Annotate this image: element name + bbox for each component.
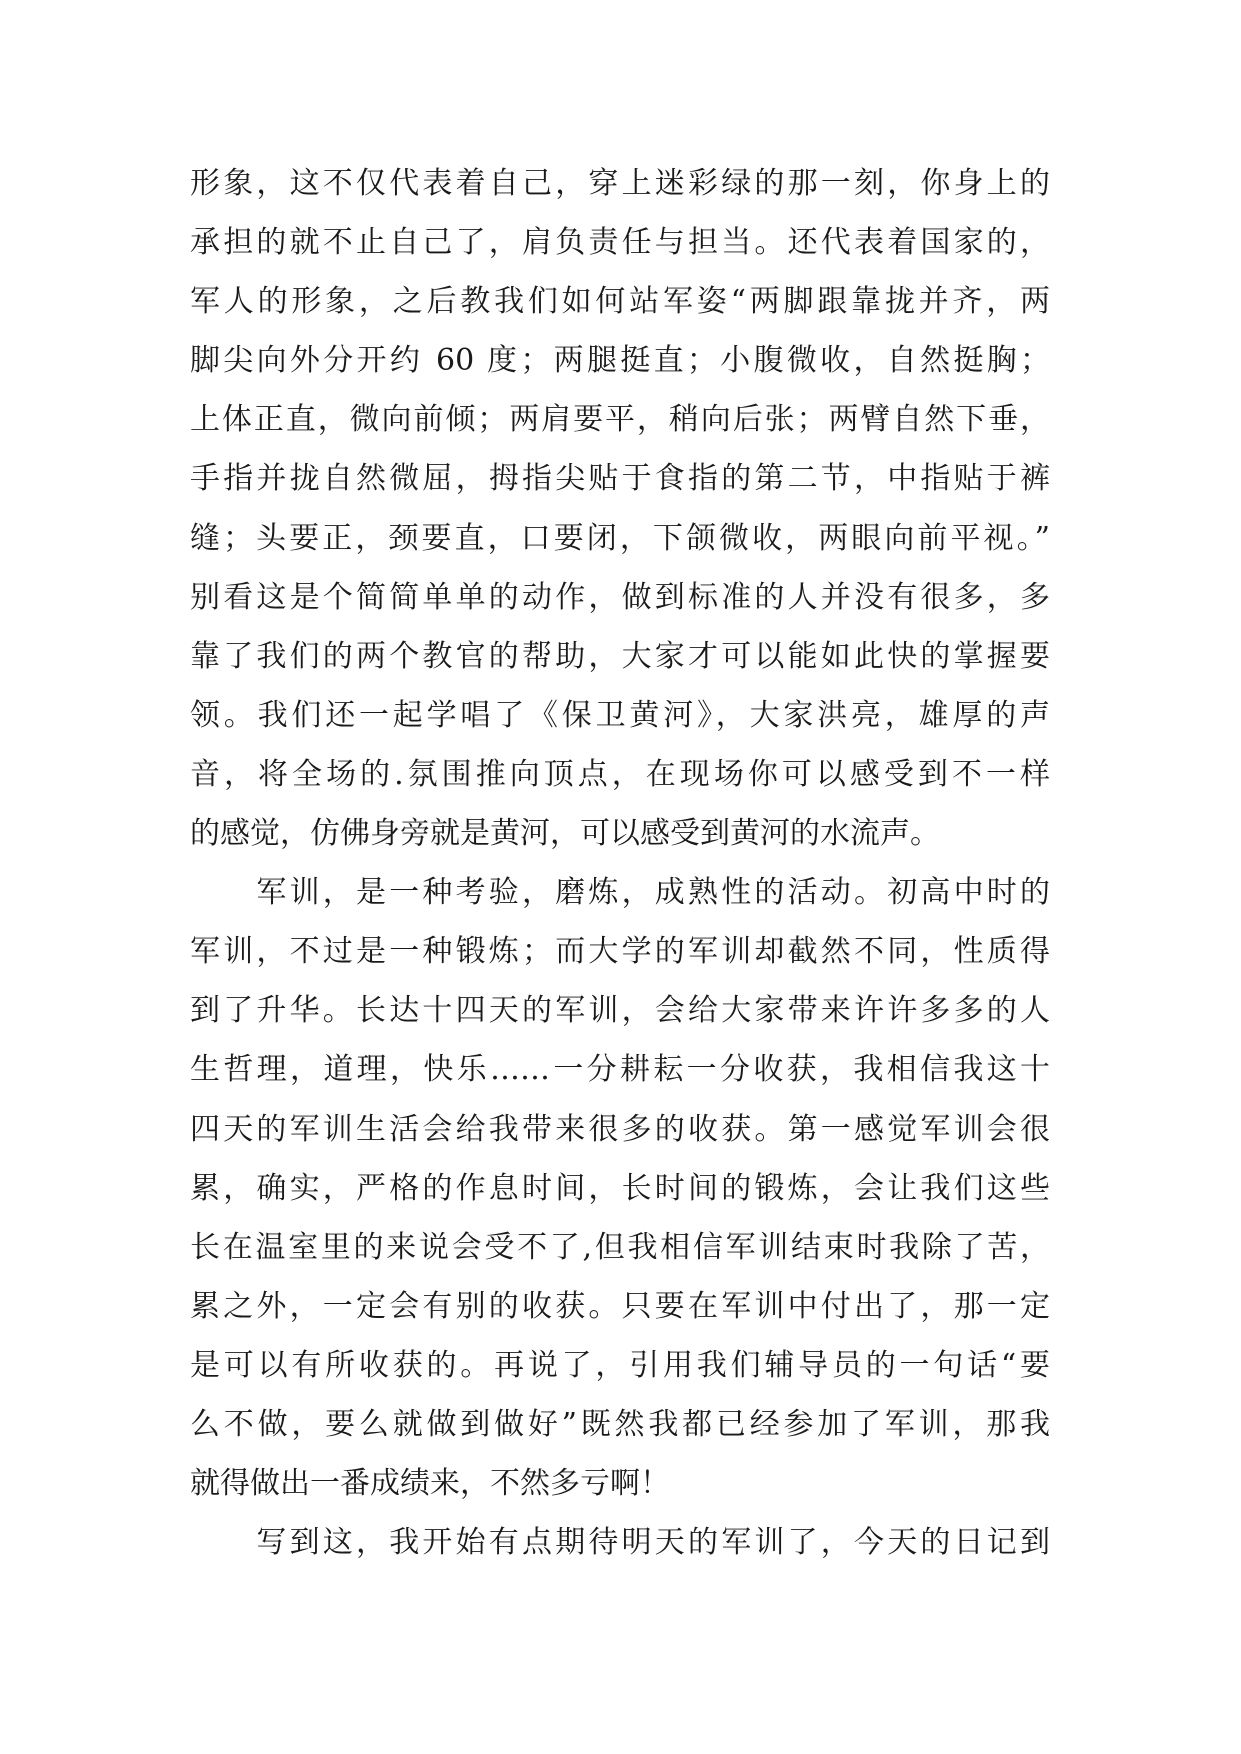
text-line: 累之外，一定会有别的收获。只要在军训中付出了，那一定: [190, 1288, 1050, 1324]
text-line: 累，确实，严格的作息时间，长时间的锻炼，会让我们这些: [190, 1170, 1050, 1206]
text-line: 就得做出一番成绩来，不然多亏啊！: [190, 1466, 670, 1502]
text-line: 别看这是个简简单单的动作，做到标准的人并没有很多，多: [190, 579, 1050, 615]
text-line: 上体正直，微向前倾；两肩要平，稍向后张；两臂自然下垂，: [190, 402, 1050, 438]
text-line: 写到这，我开始有点期待明天的军训了，今天的日记到: [190, 1525, 1050, 1561]
text-line: 手指并拢自然微屈，拇指尖贴于食指的第二节，中指贴于裤: [190, 461, 1050, 497]
text-line: 军人的形象，之后教我们如何站军姿“两脚跟靠拢并齐，两: [190, 284, 1050, 320]
text-line: 承担的就不止自己了，肩负责任与担当。还代表着国家的，: [190, 225, 1050, 261]
text-line: 到了升华。长达十四天的军训，会给大家带来许许多多的人: [190, 993, 1050, 1029]
text-line: 生哲理，道理，快乐……一分耕耘一分收获，我相信我这十: [190, 1052, 1050, 1088]
text-line: 军训，是一种考验，磨炼，成熟性的活动。初高中时的: [190, 875, 1050, 911]
body-text: [190, 154, 1050, 1572]
text-line: 的感觉，仿佛身旁就是黄河，可以感受到黄河的水流声。: [190, 816, 940, 852]
text-line: 形象，这不仅代表着自己，穿上迷彩绿的那一刻，你身上的: [190, 166, 1050, 201]
text-line: 长在温室里的来说会受不了,但我相信军训结束时我除了苦，: [190, 1229, 1050, 1265]
text-line: 四天的军训生活会给我带来很多的收获。第一感觉军训会很: [190, 1111, 1050, 1147]
text-line: 靠了我们的两个教官的帮助，大家才可以能如此快的掌握要: [190, 638, 1050, 674]
text-line: 脚尖向外分开约 60 度；两腿挺直；小腹微收，自然挺胸；: [190, 343, 1050, 379]
text-line: 是可以有所收获的。再说了，引用我们辅导员的一句话“要: [190, 1347, 1050, 1383]
text-line: 军训，不过是一种锻炼；而大学的军训却截然不同，性质得: [190, 934, 1050, 970]
text-line: 缝；头要正，颈要直，口要闭，下颌微收，两眼向前平视。”: [190, 520, 1050, 556]
text-line: 领。我们还一起学唱了《保卫黄河》，大家洪亮，雄厚的声: [190, 697, 1050, 733]
text-line: 音，将全场的.氛围推向顶点，在现场你可以感受到不一样: [190, 756, 1050, 792]
text-line: 么不做，要么就做到做好”既然我都已经参加了军训，那我: [190, 1406, 1050, 1442]
